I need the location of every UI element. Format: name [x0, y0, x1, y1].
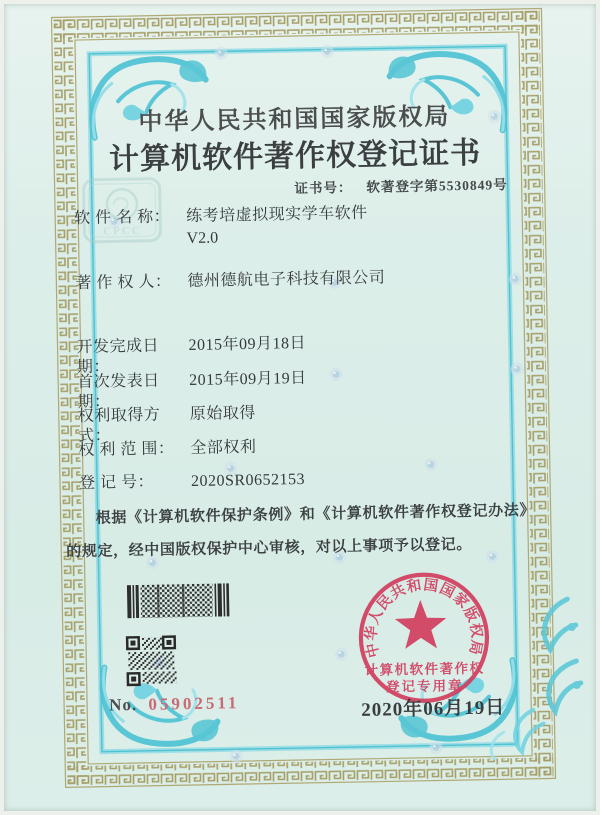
field-value: 德州德航电子科技有限公司 — [187, 269, 386, 291]
certificate-number-label: 证书号： — [294, 180, 353, 197]
authority-title: 中华人民共和国国家版权局 — [138, 104, 451, 136]
field-value: 2015年09月19日 — [189, 369, 307, 390]
seal-line1: 计算机软件著作权 — [364, 660, 485, 678]
field-label: 首次发表日期： — [77, 372, 160, 412]
official-seal — [360, 574, 488, 702]
seal-ring-text: 中华人民共和国国家版权局 — [363, 577, 485, 659]
field-label: 软 件 名 称： — [74, 208, 171, 228]
field-value: 2015年09月18日 — [188, 334, 307, 355]
barcode — [127, 583, 229, 618]
certificate-number-value: 软著登字第5530849号 — [366, 177, 508, 195]
qr-code — [126, 635, 177, 686]
field-label: 权 利 范 围： — [78, 440, 175, 460]
registration-statement: 根据《计算机软件保护条例》和《计算机软件著作权登记办法》的规定，经中国版权保护中心审核，对以上事项予以登记。 — [66, 502, 528, 561]
field-value: 全部权利 — [190, 438, 257, 458]
field-label: 权利取得方式： — [77, 406, 161, 446]
seal-star-icon — [395, 599, 447, 649]
field-value: 原始取得 — [189, 404, 256, 424]
cpcc-watermark-text: CPCC — [103, 224, 142, 238]
serial-number-line — [109, 693, 240, 715]
seal-line2: 登记专用章 — [385, 678, 464, 695]
field-label: 著 作 权 人： — [75, 273, 172, 293]
field-value-version: V2.0 — [186, 229, 219, 248]
field-label: 登 记 号： — [78, 473, 155, 493]
field-label: 开发完成日期： — [76, 337, 160, 377]
serial-number-label: No. — [108, 695, 138, 715]
field-value: 练考培虚拟现实学车软件 — [186, 204, 368, 226]
issue-date: 2020年06月19日 — [361, 697, 506, 721]
field-value: 2020SR0652153 — [190, 470, 306, 491]
certificate-title: 计算机软件著作权登记证书 — [108, 136, 482, 177]
serial-number-value: 05902511 — [148, 693, 240, 714]
